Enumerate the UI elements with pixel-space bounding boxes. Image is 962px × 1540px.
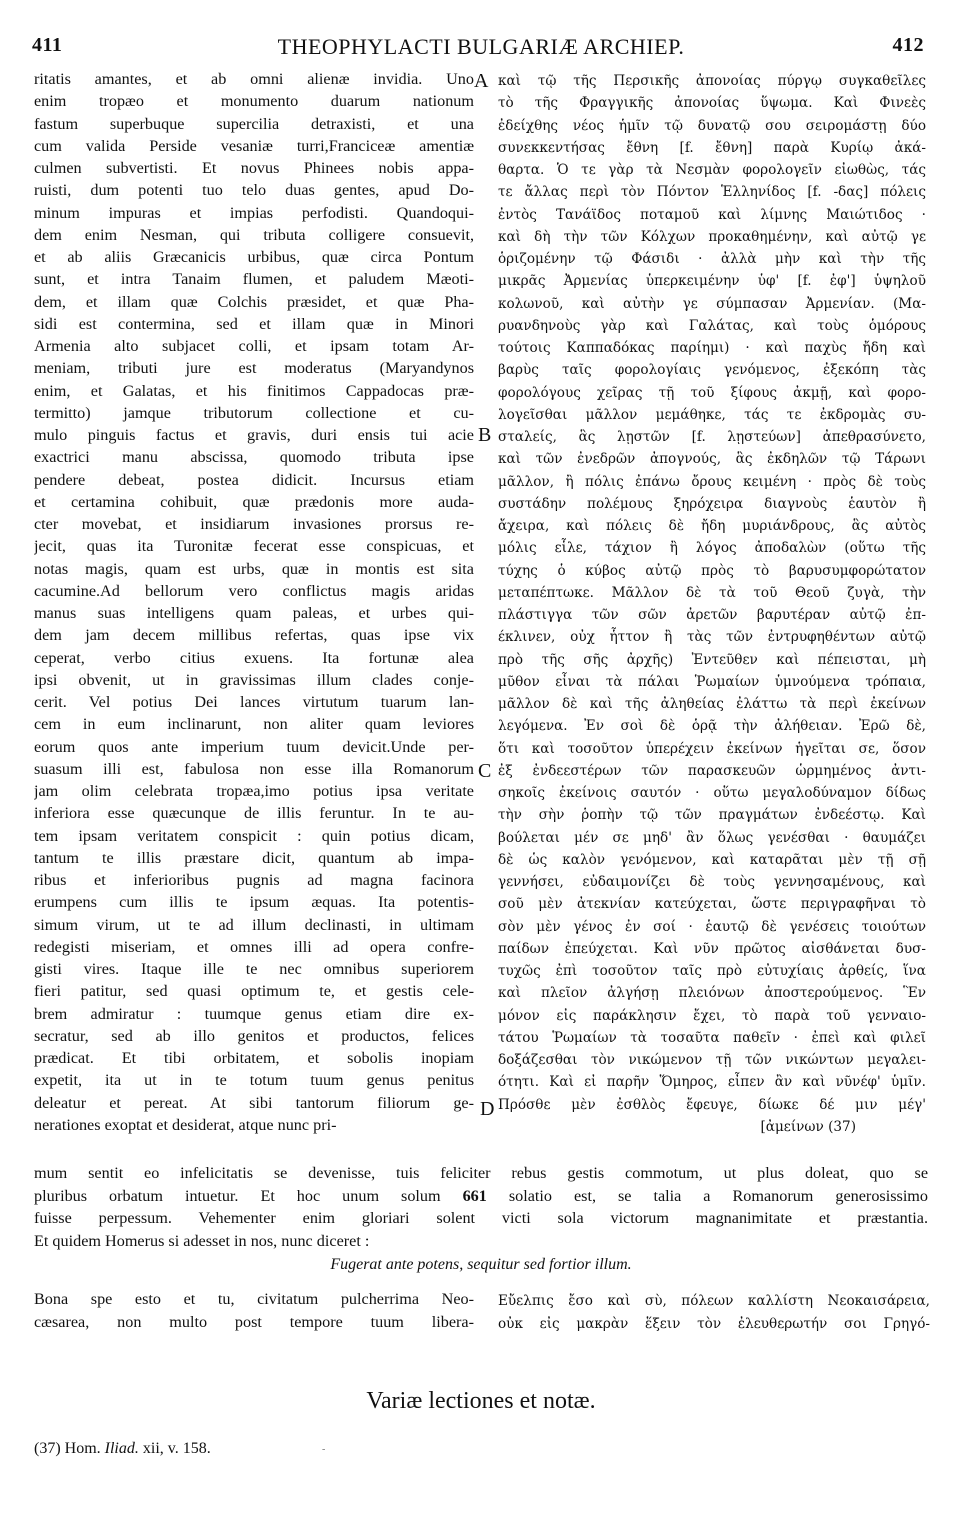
greek-line: βαρὺς ταῖς φορολογίαις γενόμενος, ἐξεκόπη τὰς bbox=[498, 362, 926, 379]
latin-column bbox=[34, 68, 474, 1136]
footnote-number: (37) bbox=[34, 1440, 61, 1457]
greek-line: ἐδείχθης νέος ἡμῖν τῷ δυνατῷ σου σειρομάστῃ δύο bbox=[498, 117, 926, 134]
greek-line: μῦθον εἶναι τὰ πάλαι Ῥωμαίων ὑμνούμενα τρόπαια, bbox=[498, 673, 926, 690]
greek-line: καὶ δὴ τὴν τῶν Κόλχων προκαθημένην, καὶ αὐτῷ γε bbox=[498, 228, 926, 245]
greek-line: έκλινεν, οὐχ ἧττον ἢ τὰς τῶν ἐντρυφηθέντων αὐτῷ bbox=[498, 629, 926, 646]
footnote-37 bbox=[34, 1440, 211, 1458]
latin-line: manus suas intelligens quam paleas, et urbes qui- bbox=[34, 604, 474, 622]
greek-line: λογεῖσθαι μᾶλλον μεμάθηκε, τάς τε ἐκδρομὰς συ- bbox=[498, 406, 926, 423]
greek-line: σοῦ μὲν ἀτεκνίαν κατεύχεται, ὥστε περιγραφῆναι τὸ bbox=[498, 896, 926, 913]
bottom-latin-line: Bona spe esto et tu, civitatum pulcherrima Neo- bbox=[34, 1290, 474, 1308]
latin-line: fieri patitur, sed quasi optimum te, et gestis cele- bbox=[34, 982, 474, 1001]
latin-line: sidi est contermina, sed et illam quæ in Minori bbox=[34, 314, 474, 333]
greek-line: μᾶλλον δὲ καὶ τῆς ἀληθείας ἐλάττω τὰ περὶ ἐκείνων bbox=[498, 696, 926, 712]
column-number: 661 bbox=[462, 1186, 487, 1205]
greek-line: πλάστιγγα τῶν σῶν ἀρετῶν βαρυτέραν αὐτῷ ἐπ- bbox=[498, 607, 926, 623]
latin-line: inferiora esse quæcunque de illis feruntur. In te au- bbox=[34, 804, 474, 823]
greek-line: Πρόσθε μὲν ἐσθλὸς ἔφευγε, δίωκε δέ μιν μέγ' bbox=[498, 1096, 926, 1113]
latin-line: culmen subvertisti. Et novus Phinees nobis appa- bbox=[34, 159, 474, 177]
latin-line: enim, et Galatas, et his finitimos Cappadocas præ- bbox=[34, 381, 474, 400]
greek-line: [ἀμείνων (37) bbox=[760, 1118, 856, 1135]
full-line-part: pluribus orbatum intuetur. Et hoc unum solum bbox=[34, 1186, 441, 1205]
latin-line: eorum quos ante imperium tuum devicit.Unde per- bbox=[34, 737, 474, 756]
greek-line: ἐξ ἐνδεεστέρων τῶν παρασκευῶν ὡρμημένος ἀντι- bbox=[498, 762, 926, 779]
latin-line: Armenia alto subjacet colli, et ipsam totam Ar- bbox=[34, 337, 474, 355]
latin-line: ceperat, verbo citius exuens. Ita fortunæ alea bbox=[34, 648, 474, 667]
greek-line: καὶ τῶν ἐνεδρῶν ἀπογνούς, ἃς ἐκδηλῶν τῷ Τάρωνι bbox=[498, 451, 926, 468]
running-title: THEOPHYLACTI BULGARIÆ ARCHIEP. bbox=[277, 34, 685, 59]
greek-line: τούτοις Καππαδόκας παρίημι) · καὶ παχὺς ἤδη καὶ bbox=[498, 340, 926, 356]
greek-line: παίδων ἐπεύχεται. Καὶ νῦν πρῶτος αἰσθάνεται δυσ- bbox=[498, 940, 926, 957]
greek-line: συνεκκεντήσας ἔθνη [f. ἔθνη] παρὰ Κυρίῳ ἀκά- bbox=[498, 139, 926, 156]
latin-line: simum virum, ut te ad illum declinasti, in ultimam bbox=[34, 915, 474, 934]
latin-line: tantum te illis præstare dicit, quantum ab impa- bbox=[34, 848, 474, 867]
bottom-latin-column bbox=[34, 1288, 474, 1333]
latin-line: pendere debeat, postea didicit. Incursus etiam bbox=[34, 470, 474, 489]
latin-line: cerit. Vel potius Dei lances virtutum tuarum lan- bbox=[34, 693, 474, 711]
margin-marker-d: D bbox=[480, 1098, 495, 1120]
latin-line: jam olim celebrata tropæa,imo potius ipsa veritate bbox=[34, 782, 474, 800]
greek-line: σηκοῖς ἐκείνοις σαυτόν · οὕτω μεγαλοδύναμον δίδως bbox=[498, 785, 926, 801]
greek-line: τυχῶς ἐπὶ τοσοῦτον ταῖς πρὸ εὐτυχίαις ἀρθείς, ἵνα bbox=[498, 963, 926, 979]
latin-line: ribus et inferioribus pugnis ad magna facinora bbox=[34, 871, 474, 889]
greek-line: τάτου Ῥωμαίων τὰ τοσαῦτα παθεῖν · ἐπεὶ καὶ φιλεῖ bbox=[498, 1029, 926, 1046]
latin-line: nerationes exoptat et desiderat, atque nunc pri- bbox=[34, 1115, 337, 1134]
latin-line: deleatur et pereat. At sibi tantorum filiorum ge- bbox=[34, 1093, 474, 1112]
footnote-ref: Hom. bbox=[64, 1440, 101, 1457]
full-line: Et quidem Homerus si adesset in nos, nunc diceret : bbox=[34, 1231, 370, 1250]
margin-marker-c: C bbox=[478, 760, 492, 782]
full-line-part: solatio est, se talia a Romanorum generosissimo bbox=[508, 1186, 928, 1205]
latin-line: sunt, et intra Tanaim flumen, et paludem Mæoti- bbox=[34, 270, 474, 289]
notes-title: Variæ lectiones et notæ. bbox=[366, 1388, 596, 1414]
greek-line: τὸ τῆς Φραγγικῆς ἀπονοίας ὕψωμα. Καὶ Φινεὲς bbox=[498, 95, 926, 112]
margin-marker-b: B bbox=[478, 424, 492, 446]
greek-line: συστάδην πολέμους ξηρόχειρα διαγνοὺς ἑαυτὸν ἢ bbox=[498, 495, 926, 512]
latin-line: et ab aliis Græcanicis urbibus, quæ circa Pontum bbox=[34, 248, 474, 266]
latin-line: cem in eum inclinarunt, non aliter quam leviores bbox=[34, 715, 474, 734]
full-line: mum sentit eo infelicitatis se devenisse, tuis feliciter rebus gestis commotum, ut plus doleat, quo se bbox=[34, 1164, 928, 1182]
greek-line: σταλείς, ἃς λῃστῶν [f. λῃστεύων] ἀπεθρασύνετο, bbox=[498, 429, 926, 445]
footnote-work: Iliad. bbox=[104, 1440, 139, 1457]
latin-line: tem ipsam veritatem conspicit : quin potius dicam, bbox=[34, 826, 474, 845]
greek-line: λεγόμενα. Ἐν σοὶ δὲ ὁρᾷ τὴν ἀλήθειαν. Ἐρῶ δὲ, bbox=[498, 718, 926, 735]
greek-line: κολωνοῦ, καὶ αὐτὴν γε σύμπασαν Ἀρμενίαν. (Μα- bbox=[498, 295, 926, 312]
footnote-location: xii, v. 158. bbox=[142, 1440, 211, 1457]
latin-line: cum valida Perside vesaniæ turri,Franciceæ amentiæ bbox=[34, 136, 474, 155]
latin-line: fastum superbuque supercilia detraxisti, et una bbox=[34, 114, 474, 133]
stray-mark: - bbox=[322, 1444, 326, 1455]
bottom-latin-line: cæsarea, non multo post tempore tuum libera- bbox=[34, 1312, 474, 1331]
greek-line: τὴν σὴν ῥοπὴν τῷ τῶν πραγμάτων ἐνδεέστῳ. Καὶ bbox=[498, 807, 926, 824]
greek-line: ἐντὸς Τανάϊδος ποταμοῦ καὶ λίμνης Μαιώτιδος · bbox=[498, 206, 926, 223]
greek-line: τύχης ὁ κύβος αὐτῷ πρὸς τὸ βαρυσυμφορώτατον bbox=[498, 562, 926, 579]
latin-line: brem admiratur : tuumque genus etiam dire ex- bbox=[34, 1004, 474, 1023]
latin-line: suasum illi est, fabulosa non esse illa Romanorum bbox=[34, 759, 474, 778]
latin-line: enim tropæo et monumento duarum nationum bbox=[34, 92, 474, 111]
greek-line: μόνον εἰς παράκλησιν ἔχει, τὸ παρὰ τοῦ γενναιο- bbox=[498, 1007, 926, 1024]
greek-line: μᾶλλον, ἢ πόλις ἐπάνω ὄρους κειμένη · πρὸς δὲ τοὺς bbox=[498, 473, 926, 490]
greek-line: ότητι. Καὶ εἰ παρῆν Ὅμηρος, εἶπεν ἂν καὶ νῦνέφ' ὑμῖν. bbox=[498, 1074, 926, 1091]
greek-line: καὶ τῷ τῆς Περσικῆς ἀπονοίας πύργῳ συγκαθεῖλες bbox=[498, 73, 926, 89]
latin-line: erumpens cum illis te ipsum æquas. Ita potentis- bbox=[34, 893, 474, 912]
greek-line: μικρᾶς Ἀρμενίας ὑπερκειμένην ὑφ' [f. ἐφ'] ὑψηλοῦ bbox=[498, 273, 926, 290]
homer-verse: Fugerat ante potens, sequitur sed fortior illum. bbox=[330, 1256, 632, 1273]
latin-line: expetit, ita ut in te totum tuum genus penitus bbox=[34, 1071, 474, 1090]
latin-line: gisti vires. Itaque ille te nec omnibus superiorem bbox=[34, 960, 474, 978]
greek-line: ὁριζομένην τῷ Φάσιδι · ἀλλὰ μὴν καὶ τὴν τῆς bbox=[498, 251, 926, 267]
right-page-number: 412 bbox=[892, 34, 924, 56]
greek-line: ἄχειρα, καὶ πόλεις δὲ ἤδη μυριάνδρους, ἃς αὐτὸς bbox=[498, 518, 926, 534]
greek-line: μόλις εἷλε, τάχιον ἢ λόγος ἀποδαλὼν (οὕτω τῆς bbox=[498, 540, 926, 557]
latin-line: cacumine.Ad bellorum vero conflictus magis aridas bbox=[34, 581, 474, 600]
full-line: fuisse perpessum. Vehementer enim gloriari solent victi sola victorum magnanimitate et præstantia. bbox=[34, 1209, 928, 1227]
bottom-greek-line: οὐκ εἰς μακρὰν ἕξειν τὸν ἐλευθερωτήν σοι Γρηγό- bbox=[498, 1315, 930, 1332]
latin-line: prædicat. Et tibi orbitatem, et sobolis inopiam bbox=[34, 1049, 474, 1067]
latin-line: dem enim Nesman, qui tributa colligere consuevit, bbox=[34, 225, 474, 244]
latin-line: jecit, quas ita Turonitæ fecerat esse conspicuas, et bbox=[34, 537, 474, 556]
greek-line: φορολόγους χεῖρας τῇ τοῦ ξίφους ἀκμῇ, καὶ φορο- bbox=[498, 384, 926, 401]
greek-line: ρυανδηνοὺς γὰρ καὶ Γαλάτας, καὶ τοὺς ὁμόρους bbox=[498, 317, 926, 334]
latin-line: termitto) jamque tributorum collectione et cu- bbox=[34, 403, 474, 422]
latin-line: ruisti, dum potenti tuo telo duas gentes, apud Do- bbox=[34, 181, 474, 200]
bottom-greek-column bbox=[498, 1290, 930, 1335]
latin-line: ipsi obvenit, ut in gravissimas illum clades conje- bbox=[34, 670, 474, 689]
latin-line: secratur, sed ab illo genitos et productos, felices bbox=[34, 1026, 474, 1045]
latin-line: meniam, tributi jure est moderatus (Maryandynos bbox=[34, 359, 474, 378]
full-line bbox=[34, 1185, 928, 1208]
greek-line: γεννήσει, εὐδαιμονίζει δὲ τοὺς γεννησαμένους, καὶ bbox=[498, 874, 926, 890]
greek-line: καὶ πλεῖον ἀλγήσῃ πλειόνων ἀποστερούμενος. Ἓν bbox=[498, 985, 926, 1002]
greek-line: μεταπέπτωκε. Μᾶλλον δὲ τὰ τοῦ Θεοῦ ζυγὰ, τὴν bbox=[498, 584, 926, 601]
latin-line: dem jam decem millibus refertas, quas ipse vix bbox=[34, 626, 474, 645]
page-header bbox=[0, 34, 962, 64]
greek-line: τε ἄλλας περὶ τὸν Πόντον Ἑλληνίδος [f. -δας] πόλεις bbox=[498, 184, 926, 201]
latin-line: cter movebat, et insidiarum invasiones prorsus re- bbox=[34, 515, 474, 533]
greek-line: θαρτα. Ὁ τε γὰρ τὰ Νεσμὰν φορολογεῖν εἰωθὼς, τάς bbox=[498, 162, 926, 178]
latin-line: et certamina cohibuit, quæ prædonis more auda- bbox=[34, 492, 474, 511]
greek-line: δὲ ὡς καλὸν γενόμενον, καὶ καταρᾶται μὲν τῇ σῇ bbox=[498, 851, 926, 868]
greek-line: σὸν μὲν γένος ἐν σοί · ἑαυτῷ δὲ γενέσεις τοιούτων bbox=[498, 918, 926, 935]
latin-line: dem, et illam quæ Colchis præsidet, et quæ Pha- bbox=[34, 292, 474, 311]
latin-line: mulo pinguis factus et gravis, duri ensis tui acie bbox=[34, 426, 474, 444]
full-width-text bbox=[34, 1162, 928, 1252]
latin-line: exactrici manu abscissa, quomodo tributa ipse bbox=[34, 448, 474, 467]
greek-line: ὅτι καὶ τοσοῦτον ὑπερέχειν ἐκείνων ἡγεῖται σε, ὅσον bbox=[498, 740, 926, 757]
greek-column bbox=[498, 70, 926, 1138]
latin-line: notas magis, quam est urbs, quæ in montis est sita bbox=[34, 559, 474, 578]
greek-line: πρὸ τῆς σῆς ἀρχῆς) Ἐντεῦθεν καὶ πέπεισται, μὴ bbox=[498, 651, 926, 668]
bottom-greek-line: Εὔελπις ἔσο καὶ σὺ, πόλεων καλλίστη Νεοκαισάρεια, bbox=[498, 1293, 930, 1309]
greek-line: βούλεται μέν σε μηδ' ἂν ὅλως γενέσθαι · θαυμάζει bbox=[498, 829, 926, 846]
left-page-number: 411 bbox=[32, 34, 63, 56]
latin-line: ritatis amantes, et ab omni alienæ invidia. Uno bbox=[34, 70, 474, 88]
latin-line: redegisti miseriam, et omnes illi ad opera confre- bbox=[34, 937, 474, 956]
greek-line: δοξάζεσθαι τὸν νικώμενον τῇ τῶν νικώντων μεγαλει- bbox=[498, 1052, 926, 1068]
margin-marker-a: A bbox=[474, 70, 489, 92]
latin-line: minum impuras et impias perfodisti. Quandoqui- bbox=[34, 203, 474, 222]
